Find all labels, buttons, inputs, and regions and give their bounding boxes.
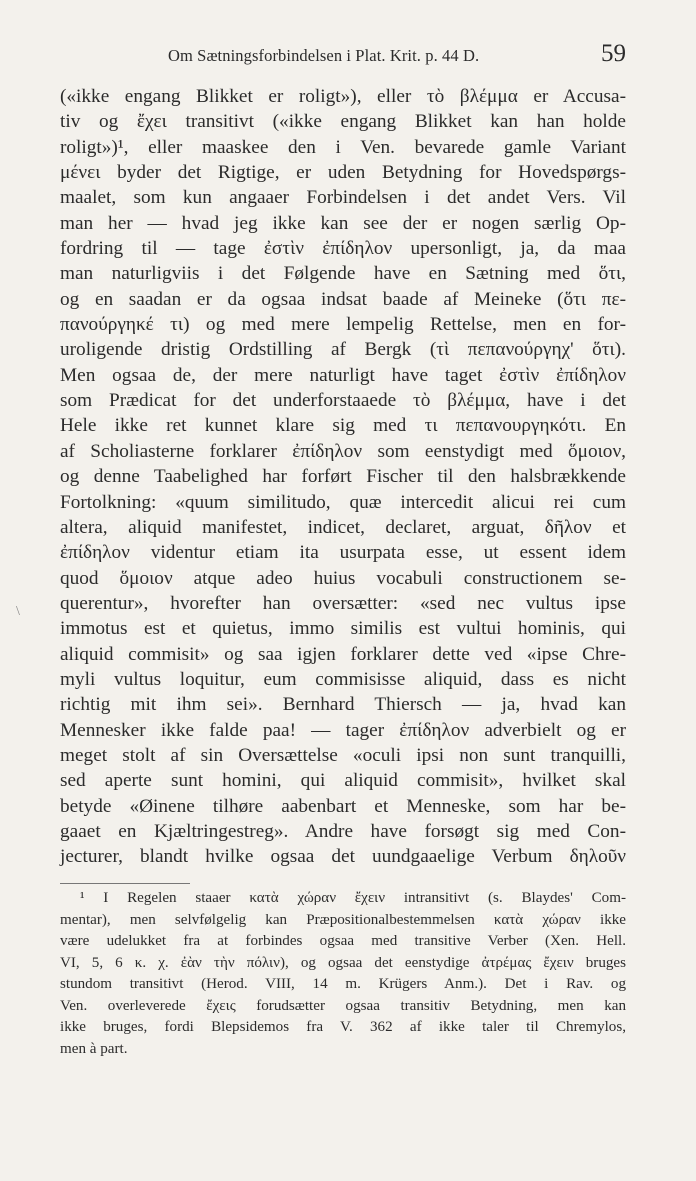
footnote-line: være udelukket fra at forbindes ogsaa med transitive Verber (Xen. Hell. (60, 933, 626, 949)
text-line: betyde «Øinene tilhøre aabenbart et Menneske, som har be- (60, 795, 626, 817)
text-line: μένει byder det Rigtige, er uden Betydning for Hovedspørgs- (60, 162, 626, 184)
text-line: som Prædicat for det underforstaaede τὸ βλέμμα, have i det (60, 390, 626, 412)
margin-mark: \ (16, 604, 20, 619)
text-line: myli vultus loquitur, eum commisisse aliquid, dass es nicht (60, 668, 626, 690)
text-line: og en saadan er da ogsaa indsat baade af Meineke (ὅτι πε- (60, 288, 626, 310)
text-line: richtig mit ihm sei». Bernhard Thiersch — ja, hvad kan (60, 694, 626, 716)
page-number: 59 (601, 40, 626, 67)
footnote-line: VI, 5, 6 κ. χ. ἐὰν τὴν πόλιν), og ogsaa det eenstydige ἀτρέμας ἔχειν bruges (60, 954, 626, 971)
text-line: altera, aliquid manifestet, indicet, declaret, arguat, δῆλον et (60, 516, 626, 538)
text-line: uroligende dristig Ordstilling af Bergk (τὶ πεπανούργηχ' ὅτι). (60, 339, 626, 361)
footnote-line: mentar), men selvfølgelig kan Præpositionalbestemmelsen κατὰ χώραν ikke (60, 911, 626, 928)
main-text (60, 84, 626, 870)
text-line: meget stolt af sin Oversættelse «oculi ipsi non sunt tranquilli, (60, 744, 626, 766)
text-line: Hele ikke ret kunnet klare sig med τι πεπανουργηκότι. En (60, 415, 626, 437)
text-line: roligt»)¹, eller maaskee den i Ven. bevarede gamle Variant (60, 136, 626, 158)
text-line: aliquid commisit» og saa igjen forklarer dette ved «ipse Chre- (60, 643, 626, 665)
text-line: Mennesker ikke falde paa! — tager ἐπίδηλον adverbielt og er (60, 719, 626, 741)
text-line: quod ὅμοιον atque adeo huius vocabuli constructionem se- (60, 567, 626, 589)
text-line: og denne Taabelighed har forført Fischer til den halsbrækkende (60, 466, 626, 488)
text-line: af Scholiasterne forklarer ἐπίδηλον som eenstydigt med ὅμοιον, (60, 440, 626, 462)
page-header (60, 40, 626, 74)
text-line: jecturer, blandt hvilke ogsaa det uundgaaelige Verbum δηλοῦν (60, 846, 626, 868)
footnote-line: Ven. overleverede ἔχεις forudsætter ogsaa transitiv Betydning, men kan (60, 997, 626, 1014)
text-line: man naturligviis i det Følgende have en Sætning med ὅτι, (60, 263, 626, 285)
footnote-line: ¹ I Regelen staaer κατὰ χώραν ἔχειν intransitivt (s. Blaydes' Com- (80, 890, 626, 906)
text-line: immotus est et quietus, immo similis est vultui hominis, qui (60, 618, 626, 640)
text-line: Men ogsaa de, der mere naturligt have taget ἐστὶν ἐπίδηλον (60, 364, 626, 386)
text-line: maalet, som kun angaaer Forbindelsen i det andet Vers. Vil (60, 187, 626, 209)
text-line: Fortolkning: «quum similitudo, quæ intercedit alicui rei cum (60, 491, 626, 513)
footnote-line: stundom transitivt (Herod. VIII, 14 m. Krügers Anm.). Det i Rav. og (60, 976, 626, 992)
text-line: πανούργηκέ τι) og med mere lempelig Rettelse, men en for- (60, 314, 626, 336)
text-line: gaaet en Kjæltringestreg». Andre have forsøgt sig med Con- (60, 820, 626, 842)
text-line: («ikke engang Blikket er roligt»), eller τὸ βλέμμα er Accusa- (60, 86, 626, 107)
text-line: tiv og ἔχει transitivt («ikke engang Blikket kan han holde (60, 111, 626, 133)
footnote (60, 888, 626, 1060)
text-line: man her — hvad jeg ikke kan see der er nogen særlig Op- (60, 212, 626, 234)
text-line: sed aperte sunt homini, qui aliquid commisit», hvilket skal (60, 770, 626, 792)
text-line: querentur», hvorefter han oversætter: «sed nec vultus ipse (60, 592, 626, 614)
footnote-line: men à part. (60, 1040, 128, 1057)
text-line: fordring til — tage ἐστὶν ἐπίδηλον upersonligt, ja, da maa (60, 238, 626, 260)
running-head: Om Sætningsforbindelsen i Plat. Krit. p. 44 D. (168, 46, 480, 65)
footnote-separator (60, 883, 190, 884)
text-line: ἐπίδηλον videntur etiam ita usurpata esse, ut essent idem (60, 542, 626, 564)
footnote-line: ikke bruges, fordi Blepsidemos fra V. 362 af ikke taler til Chremylos, (60, 1019, 626, 1035)
